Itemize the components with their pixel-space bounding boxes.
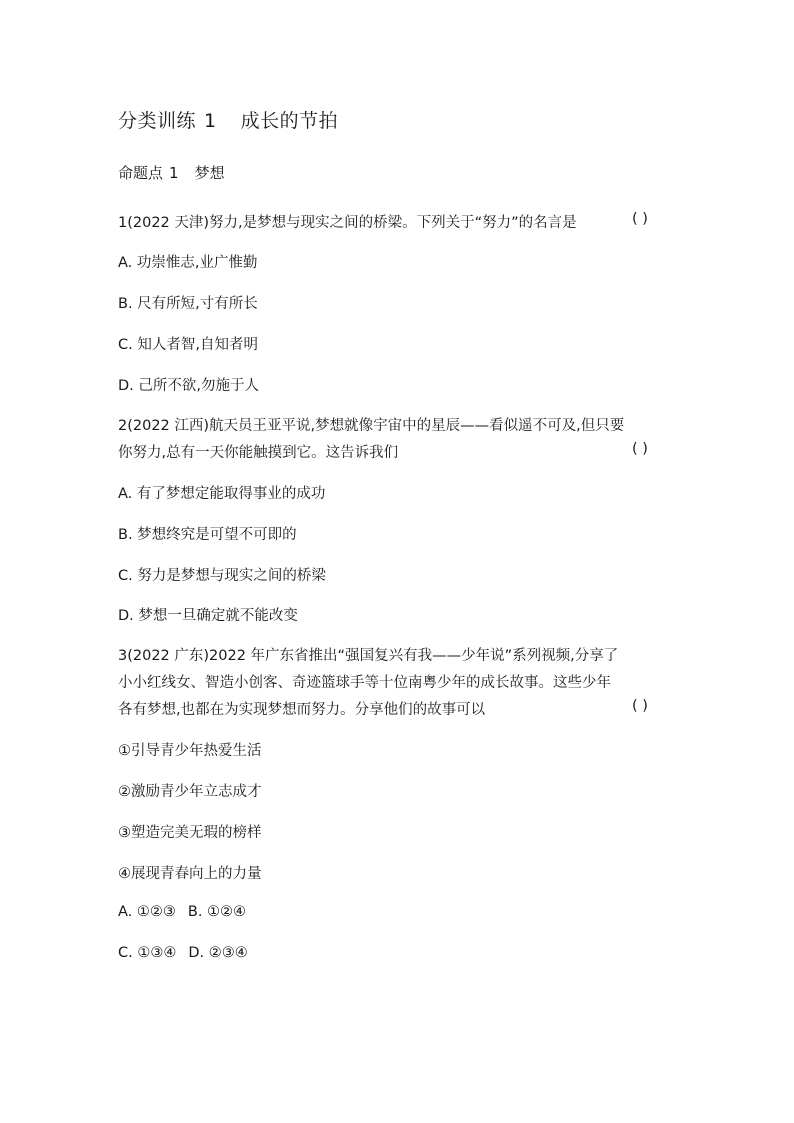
question-2-stem-line-1: 2(2022 江西)航天员王亚平说,梦想就像宇宙中的星辰——看似遥不可及,但只要 <box>118 418 625 434</box>
question-3-option-a: A. ①②③ <box>118 904 176 920</box>
section-number: 1 <box>169 164 179 182</box>
question-3-option-d: D. ②③④ <box>188 945 248 961</box>
question-2-answer-blank: ( ) <box>632 441 648 457</box>
question-3-stem-line-2: 小小红线女、智造小创客、奇迹篮球手等十位南粤少年的成长故事。这些少年 <box>118 675 611 691</box>
question-2-stem-line-2: 你努力,总有一天你能触摸到它。这告诉我们 <box>118 445 399 461</box>
question-1-option-d: D. 己所不欲,勿施于人 <box>118 378 259 394</box>
question-2-option-d: D. 梦想一旦确定就不能改变 <box>118 608 298 624</box>
title-name: 成长的节拍 <box>240 110 339 132</box>
question-1-stem: 1(2022 天津)努力,是梦想与现实之间的桥梁。下列关于“努力”的名言是 <box>118 215 577 231</box>
page-title <box>118 106 338 133</box>
question-3-stem-line-3: 各有梦想,也都在为实现梦想而努力。分享他们的故事可以 <box>118 702 486 718</box>
question-3-statement-1: ①引导青少年热爱生活 <box>118 743 262 759</box>
question-1-option-a: A. 功崇惟志,业广惟勤 <box>118 255 258 271</box>
question-1-option-b: B. 尺有所短,寸有所长 <box>118 296 258 312</box>
section-heading <box>118 162 225 183</box>
question-2-option-a: A. 有了梦想定能取得事业的成功 <box>118 486 326 502</box>
question-3-answer-blank: ( ) <box>632 698 648 714</box>
question-3-stem-line-1: 3(2022 广东)2022 年广东省推出“强国复兴有我——少年说”系列视频,分享了 <box>118 648 619 664</box>
question-3-options-row-1 <box>118 904 246 920</box>
question-1-option-c: C. 知人者智,自知者明 <box>118 337 258 353</box>
question-3-option-c: C. ①③④ <box>118 945 177 961</box>
question-3-statement-4: ④展现青春向上的力量 <box>118 866 262 882</box>
section-name: 梦想 <box>194 164 225 182</box>
question-3-options-row-2 <box>118 945 248 961</box>
question-2-option-b: B. 梦想终究是可望不可即的 <box>118 527 297 543</box>
section-prefix: 命题点 <box>118 164 164 182</box>
title-prefix: 分类训练 <box>118 110 197 132</box>
question-3-option-b: B. ①②④ <box>187 904 247 920</box>
question-3-statement-2: ②激励青少年立志成才 <box>118 784 262 800</box>
question-2-option-c: C. 努力是梦想与现实之间的桥梁 <box>118 568 326 584</box>
question-3-statement-3: ③塑造完美无瑕的榜样 <box>118 825 262 841</box>
question-1-answer-blank: ( ) <box>632 211 648 227</box>
title-number: 1 <box>204 110 217 132</box>
